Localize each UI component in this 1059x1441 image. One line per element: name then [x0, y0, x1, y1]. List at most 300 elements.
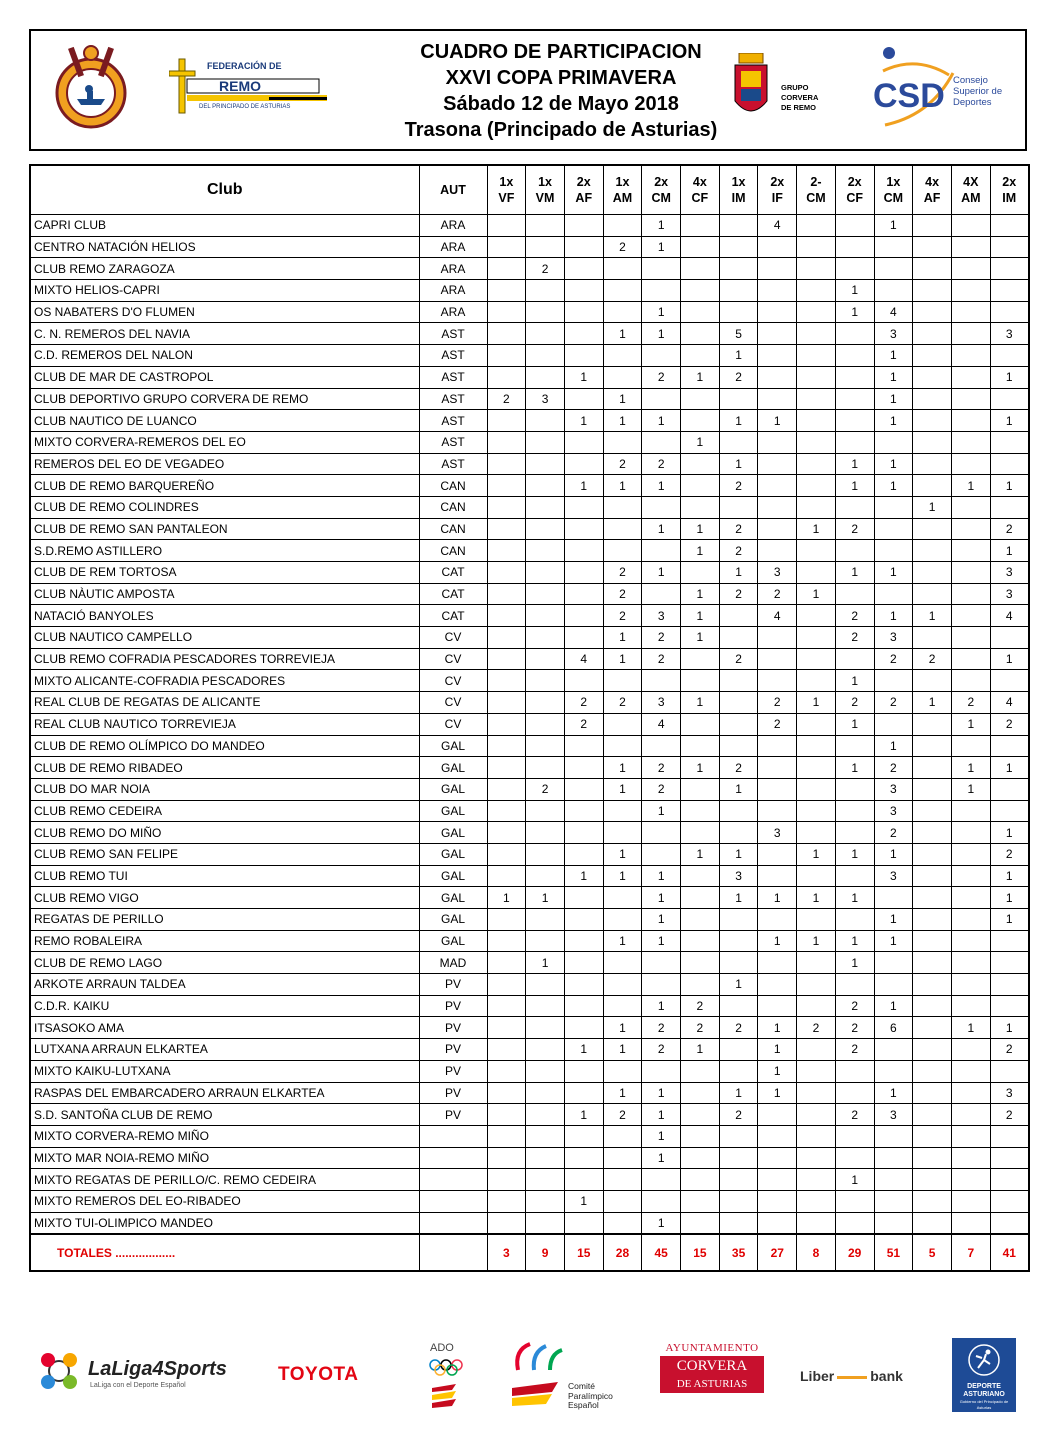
entry-count-cell [681, 909, 720, 931]
entry-count-cell [603, 735, 642, 757]
entry-count-cell: 1 [642, 1147, 681, 1169]
entry-count-cell [797, 713, 836, 735]
entry-count-cell [681, 930, 720, 952]
total-value-cell: 41 [990, 1234, 1029, 1271]
club-name-cell: MIXTO CORVERA-REMEROS DEL EO [30, 431, 419, 453]
entry-count-cell [564, 757, 603, 779]
entry-count-cell [874, 1125, 913, 1147]
table-row [30, 1104, 1029, 1126]
table-row [30, 952, 1029, 974]
entry-count-cell: 3 [642, 605, 681, 627]
total-value-cell: 29 [835, 1234, 874, 1271]
table-row [30, 692, 1029, 714]
entry-count-cell: 1 [681, 540, 720, 562]
entry-count-cell [797, 1039, 836, 1061]
autonomy-cell: PV [419, 974, 487, 996]
entry-count-cell: 1 [758, 410, 797, 432]
entry-count-cell [564, 1147, 603, 1169]
entry-count-cell: 2 [835, 627, 874, 649]
entry-count-cell [681, 974, 720, 996]
entry-count-cell [603, 887, 642, 909]
entry-count-cell: 1 [681, 843, 720, 865]
entry-count-cell [487, 540, 526, 562]
table-row [30, 800, 1029, 822]
entry-count-cell [487, 1104, 526, 1126]
entry-count-cell [603, 258, 642, 280]
entry-count-cell [758, 670, 797, 692]
autonomy-cell: CAN [419, 496, 487, 518]
table-row [30, 648, 1029, 670]
autonomy-cell [419, 1190, 487, 1212]
csd-label [953, 75, 1002, 108]
entry-count-cell: 1 [797, 518, 836, 540]
entry-count-cell [487, 366, 526, 388]
entry-count-cell: 1 [526, 887, 565, 909]
column-header-category [719, 165, 758, 215]
entry-count-cell: 1 [835, 562, 874, 584]
entry-count-cell [990, 627, 1029, 649]
entry-count-cell: 2 [719, 366, 758, 388]
entry-count-cell [642, 822, 681, 844]
entry-count-cell: 1 [681, 518, 720, 540]
entry-count-cell [835, 909, 874, 931]
entry-count-cell [913, 735, 952, 757]
entry-count-cell [564, 583, 603, 605]
entry-count-cell [487, 1169, 526, 1191]
entry-count-cell [603, 974, 642, 996]
entry-count-cell [797, 909, 836, 931]
entry-count-cell [681, 735, 720, 757]
entry-count-cell [564, 822, 603, 844]
entry-count-cell: 1 [835, 713, 874, 735]
entry-count-cell [758, 648, 797, 670]
entry-count-cell: 4 [758, 605, 797, 627]
autonomy-cell: CV [419, 648, 487, 670]
entry-count-cell [526, 1039, 565, 1061]
entry-count-cell [913, 215, 952, 237]
entry-count-cell [758, 909, 797, 931]
entry-count-cell: 1 [874, 345, 913, 367]
entry-count-cell [603, 822, 642, 844]
entry-count-cell [564, 215, 603, 237]
table-row [30, 301, 1029, 323]
entry-count-cell [951, 388, 990, 410]
entry-count-cell: 1 [990, 410, 1029, 432]
total-value-cell: 45 [642, 1234, 681, 1271]
entry-count-cell [564, 670, 603, 692]
entry-count-cell [835, 388, 874, 410]
entry-count-cell: 1 [990, 909, 1029, 931]
column-header-club: Club [30, 165, 419, 215]
entry-count-cell [526, 1082, 565, 1104]
entry-count-cell: 1 [874, 843, 913, 865]
entry-count-cell [681, 1060, 720, 1082]
entry-count-cell [990, 258, 1029, 280]
csd-logo [871, 45, 961, 135]
entry-count-cell [951, 518, 990, 540]
autonomy-cell [419, 1147, 487, 1169]
entry-count-cell: 1 [642, 865, 681, 887]
entry-count-cell [951, 1060, 990, 1082]
entry-count-cell [758, 540, 797, 562]
entry-count-cell [797, 735, 836, 757]
autonomy-cell: CAT [419, 562, 487, 584]
entry-count-cell [487, 236, 526, 258]
entry-count-cell [951, 735, 990, 757]
club-name-cell: REMEROS DEL EO DE VEGADEO [30, 453, 419, 475]
entry-count-cell [603, 1212, 642, 1234]
table-row [30, 865, 1029, 887]
entry-count-cell [487, 757, 526, 779]
entry-count-cell: 1 [874, 605, 913, 627]
club-name-cell: S.D.REMO ASTILLERO [30, 540, 419, 562]
entry-count-cell [758, 496, 797, 518]
entry-count-cell [990, 1147, 1029, 1169]
entry-count-cell: 3 [642, 692, 681, 714]
autonomy-cell: PV [419, 1060, 487, 1082]
club-name-cell: REAL CLUB DE REGATAS DE ALICANTE [30, 692, 419, 714]
entry-count-cell: 1 [642, 800, 681, 822]
entry-count-cell [758, 952, 797, 974]
entry-count-cell [951, 670, 990, 692]
entry-count-cell: 6 [874, 1017, 913, 1039]
entry-count-cell [564, 345, 603, 367]
entry-count-cell [874, 1190, 913, 1212]
entry-count-cell [526, 431, 565, 453]
entry-count-cell [719, 822, 758, 844]
entry-count-cell [913, 670, 952, 692]
autonomy-cell: CAN [419, 540, 487, 562]
entry-count-cell: 2 [603, 1104, 642, 1126]
entry-count-cell: 3 [758, 562, 797, 584]
entry-count-cell: 2 [719, 1104, 758, 1126]
entry-count-cell [797, 800, 836, 822]
table-row [30, 1082, 1029, 1104]
entry-count-cell [487, 995, 526, 1017]
entry-count-cell [603, 1190, 642, 1212]
entry-count-cell [758, 453, 797, 475]
entry-count-cell: 2 [564, 713, 603, 735]
entry-count-cell [913, 843, 952, 865]
entry-count-cell [681, 236, 720, 258]
entry-count-cell: 1 [990, 366, 1029, 388]
entry-count-cell: 1 [835, 670, 874, 692]
entry-count-cell [797, 952, 836, 974]
laliga-sub: LaLiga con el Deporte Español [90, 1382, 186, 1389]
entry-count-cell [526, 735, 565, 757]
table-row [30, 713, 1029, 735]
club-name-cell: LUTXANA ARRAUN ELKARTEA [30, 1039, 419, 1061]
entry-count-cell [564, 995, 603, 1017]
entry-count-cell: 1 [913, 496, 952, 518]
entry-count-cell [642, 1169, 681, 1191]
entry-count-cell: 1 [874, 1082, 913, 1104]
entry-count-cell [642, 1060, 681, 1082]
entry-count-cell: 1 [642, 930, 681, 952]
entry-count-cell [797, 1125, 836, 1147]
entry-count-cell [487, 692, 526, 714]
entry-count-cell [758, 280, 797, 302]
entry-count-cell [719, 800, 758, 822]
entry-count-cell [913, 475, 952, 497]
entry-count-cell [797, 345, 836, 367]
entry-count-cell [758, 388, 797, 410]
entry-count-cell [487, 475, 526, 497]
entry-count-cell: 2 [719, 1017, 758, 1039]
entry-count-cell [564, 974, 603, 996]
entry-count-cell: 2 [642, 453, 681, 475]
entry-count-cell [951, 323, 990, 345]
club-name-cell: MIXTO ALICANTE-COFRADIA PESCADORES [30, 670, 419, 692]
corvera-coat-of-arms [731, 53, 771, 125]
entry-count-cell: 2 [681, 995, 720, 1017]
entry-count-cell [951, 1125, 990, 1147]
entry-count-cell: 2 [874, 692, 913, 714]
entry-count-cell [797, 323, 836, 345]
entry-count-cell [487, 1060, 526, 1082]
entry-count-cell: 1 [951, 1017, 990, 1039]
entry-count-cell: 3 [526, 388, 565, 410]
entry-count-cell [526, 800, 565, 822]
entry-count-cell [990, 431, 1029, 453]
entry-count-cell [526, 995, 565, 1017]
category-age-group: CM [883, 191, 904, 205]
entry-count-cell: 1 [603, 388, 642, 410]
entry-count-cell [990, 1190, 1029, 1212]
entry-count-cell [564, 1017, 603, 1039]
entry-count-cell [564, 1060, 603, 1082]
entry-count-cell: 2 [603, 583, 642, 605]
corvera-l1: GRUPO [781, 83, 809, 92]
entry-count-cell [526, 410, 565, 432]
entry-count-cell [835, 323, 874, 345]
entry-count-cell [913, 583, 952, 605]
autonomy-cell: PV [419, 1039, 487, 1061]
entry-count-cell: 1 [951, 713, 990, 735]
entry-count-cell: 1 [603, 843, 642, 865]
entry-count-cell: 1 [603, 1039, 642, 1061]
autonomy-cell: CV [419, 692, 487, 714]
entry-count-cell [797, 1169, 836, 1191]
entry-count-cell: 2 [835, 692, 874, 714]
entry-count-cell [797, 431, 836, 453]
entry-count-cell: 1 [758, 1060, 797, 1082]
column-header-category [642, 165, 681, 215]
entry-count-cell: 2 [874, 822, 913, 844]
entry-count-cell [758, 757, 797, 779]
entry-count-cell [797, 995, 836, 1017]
entry-count-cell [681, 1190, 720, 1212]
entry-count-cell [603, 345, 642, 367]
entry-count-cell: 1 [835, 475, 874, 497]
entry-count-cell: 4 [874, 301, 913, 323]
entry-count-cell [835, 865, 874, 887]
entry-count-cell [835, 345, 874, 367]
entry-count-cell [797, 1212, 836, 1234]
entry-count-cell: 2 [835, 1017, 874, 1039]
column-header-category [797, 165, 836, 215]
entry-count-cell [951, 562, 990, 584]
entry-count-cell [603, 1125, 642, 1147]
autonomy-cell: AST [419, 410, 487, 432]
entry-count-cell [990, 670, 1029, 692]
entry-count-cell [913, 1017, 952, 1039]
entry-count-cell [564, 301, 603, 323]
autonomy-cell [419, 1125, 487, 1147]
table-row [30, 410, 1029, 432]
entry-count-cell: 2 [719, 583, 758, 605]
autonomy-cell: CV [419, 627, 487, 649]
entry-count-cell [681, 562, 720, 584]
entry-count-cell: 2 [526, 258, 565, 280]
entry-count-cell [487, 1147, 526, 1169]
corvera-l3: DE REMO [781, 103, 817, 112]
entry-count-cell [526, 627, 565, 649]
entry-count-cell [990, 995, 1029, 1017]
entry-count-cell: 1 [642, 1212, 681, 1234]
entry-count-cell [719, 236, 758, 258]
entry-count-cell [913, 301, 952, 323]
club-name-cell: CLUB REMO ZARAGOZA [30, 258, 419, 280]
table-row [30, 388, 1029, 410]
entry-count-cell [797, 496, 836, 518]
entry-count-cell [874, 1039, 913, 1061]
entry-count-cell [526, 822, 565, 844]
entry-count-cell [951, 410, 990, 432]
entry-count-cell [681, 800, 720, 822]
entry-count-cell: 1 [874, 995, 913, 1017]
entry-count-cell [874, 670, 913, 692]
entry-count-cell [797, 540, 836, 562]
entry-count-cell [642, 496, 681, 518]
entry-count-cell [797, 1082, 836, 1104]
entry-count-cell [835, 974, 874, 996]
entry-count-cell [874, 236, 913, 258]
entry-count-cell: 1 [642, 909, 681, 931]
entry-count-cell: 1 [603, 778, 642, 800]
entry-count-cell [797, 605, 836, 627]
entry-count-cell: 2 [990, 1039, 1029, 1061]
ayto-l1: AYUNTAMIENTO [665, 1342, 759, 1354]
entry-count-cell: 2 [603, 562, 642, 584]
entry-count-cell [526, 692, 565, 714]
entry-count-cell [797, 453, 836, 475]
entry-count-cell [603, 800, 642, 822]
entry-count-cell [913, 1104, 952, 1126]
entry-count-cell [719, 1190, 758, 1212]
entry-count-cell [758, 995, 797, 1017]
entry-count-cell [719, 388, 758, 410]
table-row [30, 518, 1029, 540]
entry-count-cell [681, 865, 720, 887]
table-row [30, 1125, 1029, 1147]
entry-count-cell [913, 778, 952, 800]
toyota-logo: TOYOTA [278, 1364, 359, 1385]
entry-count-cell [990, 301, 1029, 323]
club-name-cell: C. N. REMEROS DEL NAVIA [30, 323, 419, 345]
entry-count-cell [681, 215, 720, 237]
entry-count-cell: 1 [874, 410, 913, 432]
entry-count-cell: 2 [526, 778, 565, 800]
entry-count-cell [758, 1104, 797, 1126]
entry-count-cell [487, 1039, 526, 1061]
entry-count-cell [913, 258, 952, 280]
entry-count-cell [526, 323, 565, 345]
club-name-cell: CLUB DEPORTIVO GRUPO CORVERA DE REMO [30, 388, 419, 410]
entry-count-cell [681, 1147, 720, 1169]
entry-count-cell [874, 540, 913, 562]
autonomy-cell: ARA [419, 301, 487, 323]
entry-count-cell: 2 [797, 1017, 836, 1039]
autonomy-cell: PV [419, 1017, 487, 1039]
club-name-cell: CLUB REMO DO MIÑO [30, 822, 419, 844]
entry-count-cell: 1 [681, 757, 720, 779]
entry-count-cell: 1 [835, 301, 874, 323]
total-value-cell: 35 [719, 1234, 758, 1271]
entry-count-cell: 1 [990, 1017, 1029, 1039]
entry-count-cell [874, 887, 913, 909]
entry-count-cell [681, 323, 720, 345]
entry-count-cell [835, 410, 874, 432]
entry-count-cell [487, 605, 526, 627]
entry-count-cell [487, 258, 526, 280]
entry-count-cell: 1 [681, 627, 720, 649]
entry-count-cell: 4 [642, 713, 681, 735]
entry-count-cell: 3 [990, 1082, 1029, 1104]
entry-count-cell [681, 453, 720, 475]
entry-count-cell [758, 1147, 797, 1169]
entry-count-cell [990, 1169, 1029, 1191]
category-boat-type: 2x [654, 175, 669, 189]
entry-count-cell [642, 388, 681, 410]
column-header-category [603, 165, 642, 215]
entry-count-cell: 1 [874, 366, 913, 388]
entry-count-cell [642, 431, 681, 453]
entry-count-cell: 3 [874, 800, 913, 822]
entry-count-cell [758, 735, 797, 757]
entry-count-cell [951, 496, 990, 518]
category-boat-type: 1x [886, 175, 901, 189]
entry-count-cell [603, 540, 642, 562]
entry-count-cell [681, 1082, 720, 1104]
entry-count-cell [951, 952, 990, 974]
entry-count-cell [874, 1169, 913, 1191]
autonomy-cell: GAL [419, 778, 487, 800]
column-header-category [526, 165, 565, 215]
entry-count-cell [526, 1190, 565, 1212]
category-age-group: AF [923, 191, 941, 205]
entry-count-cell [526, 713, 565, 735]
fed-sub-text: DEL PRINCIPADO DE ASTURIAS [199, 104, 291, 110]
entry-count-cell [951, 1190, 990, 1212]
category-boat-type: 1x [499, 175, 514, 189]
entry-count-cell [990, 453, 1029, 475]
entry-count-cell: 3 [719, 865, 758, 887]
entry-count-cell: 1 [835, 757, 874, 779]
entry-count-cell [526, 930, 565, 952]
entry-count-cell [990, 345, 1029, 367]
corvera-l2: CORVERA [781, 93, 819, 102]
entry-count-cell [603, 1060, 642, 1082]
club-name-cell: ARKOTE ARRAUN TALDEA [30, 974, 419, 996]
category-boat-type: 1x [731, 175, 746, 189]
entry-count-cell: 3 [874, 778, 913, 800]
total-value-cell: 27 [758, 1234, 797, 1271]
entry-count-cell [564, 453, 603, 475]
entry-count-cell [913, 952, 952, 974]
entry-count-cell [719, 627, 758, 649]
entry-count-cell [564, 1125, 603, 1147]
